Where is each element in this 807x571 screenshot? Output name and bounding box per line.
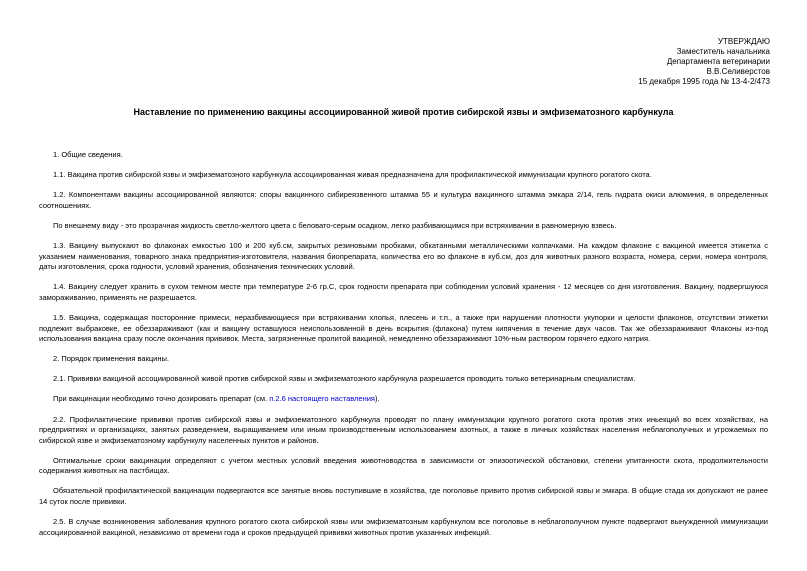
paragraph-1-5: 1.5. Вакцина, содержащая посторонние примеси, неразбивающиеся при встряхивании хлопья, плесень и т.п., а также при нарушении плотности укупорки и целости флаконов, отсутствии этикетки подлежит выбраковке, ее обеззараживают (как и вакцину оставшуюся неиспользованной в день вскрытия (флакона) путем кипячения в течение двух часов. Так же обеззараживают Флаконы из-под использования вакцина сразу после окончания прививок. Места, загрязненные пролитой вакциной, немедленно обеззараживают 10%-ным раствором горячего едкого натрия. (39, 312, 768, 344)
dose-note-text-after-link: ). (375, 394, 380, 404)
paragraph-section-2-heading: 2. Порядок применения вакцины. (53, 354, 169, 364)
paragraph-2-2: 2.2. Профилактические прививки против сибирской язвы и эмфизематозного карбункула проводят по плану иммунизации крупного рогатого скота против этих иньекций во всех хозяйствах, на предприятиях и организациях, занятых разведением, выращиванием или иным производственным использованием азотных, а также в личных хозяйствах населения неблагополучных и угрожаемых по сибирской язве и эмфизематозному карбункулу населенных пунктов и районов. (39, 414, 768, 445)
paragraph-1-4: 1.4. Вакцину следует хранить в сухом темном месте при температуре 2-6 гр.С, срок годности препарата при соблюдении условий хранения - 12 месяцев со дня изготовления. Вакцину, подвергшуюся замораживанию, применять не разрешается. (39, 282, 768, 302)
approval-line-approved: УТВЕРЖДАЮ (717, 37, 770, 46)
paragraph-dose-note (39, 394, 768, 405)
paragraph-1-2: 1.2. Компонентами вакцины ассоциированной являются: споры вакцинного сибиреязвенного штамма 55 и культура вакцинного штамма эмкара 2/14, гель гидрата окиси алюминия, в определенных соотношениях. (39, 190, 768, 210)
paragraph-1-3: 1.3. Вакцину выпускают во флаконах емкостью 100 и 200 куб.см, закрытых резиновыми пробками, обкатанными металлическими колпачками. На каждом флаконе с вакциной имеется этикетка с указанием наименования, товарного знака предприятия-изготовителя, названия биопрепарата, количества его во флаконе в куб.см, доз для животных разного возраста, номера, серии, номера контроля, даты изготовления, срока годности, условий хранения, обозначения технических условий. (39, 240, 768, 272)
approval-line-position: Заместитель начальника (676, 47, 770, 56)
document-body (39, 150, 768, 548)
approval-line-department: Департамента ветеринарии (666, 57, 770, 66)
document-title: Наставление по применению вакцины ассоциированной живой против сибирской язвы и эмфизематозного карбункула (133, 107, 674, 117)
paragraph-optimal-terms: Оптимальные сроки вакцинации определяют с учетом местных условий введения животноводства в зависимости от эпизоотической обстановки, степени упитанности скота, продолжительности содержания животных на пастбищах. (39, 455, 768, 476)
paragraph-mandatory-vaccination: Обязательной профилактической вакцинации подвергаются все занятые вновь поступившие в хозяйства, где поголовье привито против сибирской язвы и эмкара. В общие стада их допускают не ранее 14 суток после прививки. (39, 486, 768, 507)
paragraph-1-1: 1.1. Вакцина против сибирской язвы и эмфизематозного карбункула ассоциированная живая предназначена для профилактической иммунизации крупного рогатого скота. (53, 170, 652, 180)
paragraph-section-1-heading: 1. Общие сведения. (53, 150, 123, 159)
paragraph-1-2-appearance: По внешнему виду - это прозрачная жидкость светло-желтого цвета с беловато-серым осадком, легко разбивающимся при встряхивании в равномерную взвесь. (53, 220, 617, 230)
approval-block (638, 37, 770, 87)
paragraph-2-5: 2.5. В случае возникновения заболевания крупного рогатого скота сибирской язвы или эмфизематозным карбункулом все поголовье в неблагополучном пункте подвергают вынужденной иммунизации ассоциированной вакциной, независимо от времени года и сроков предыдущей прививки животных против указанных инфекций. (39, 517, 768, 537)
approval-line-date-number: 15 декабря 1995 года № 13-4-2/473 (638, 77, 770, 86)
paragraph-2-1: 2.1. Прививки вакциной ассоциированной живой против сибирской язвы и эмфизематозного карбункула разрешается проводить только ветеринарным специалистам. (53, 374, 636, 384)
dose-note-text-before-link: При вакцинации необходимо точно дозировать препарат (см. (53, 394, 270, 404)
approval-line-name: В.В.Селиверстов (706, 67, 770, 76)
section-2-6-link[interactable]: п.2.6 настоящего наставления (269, 394, 375, 404)
